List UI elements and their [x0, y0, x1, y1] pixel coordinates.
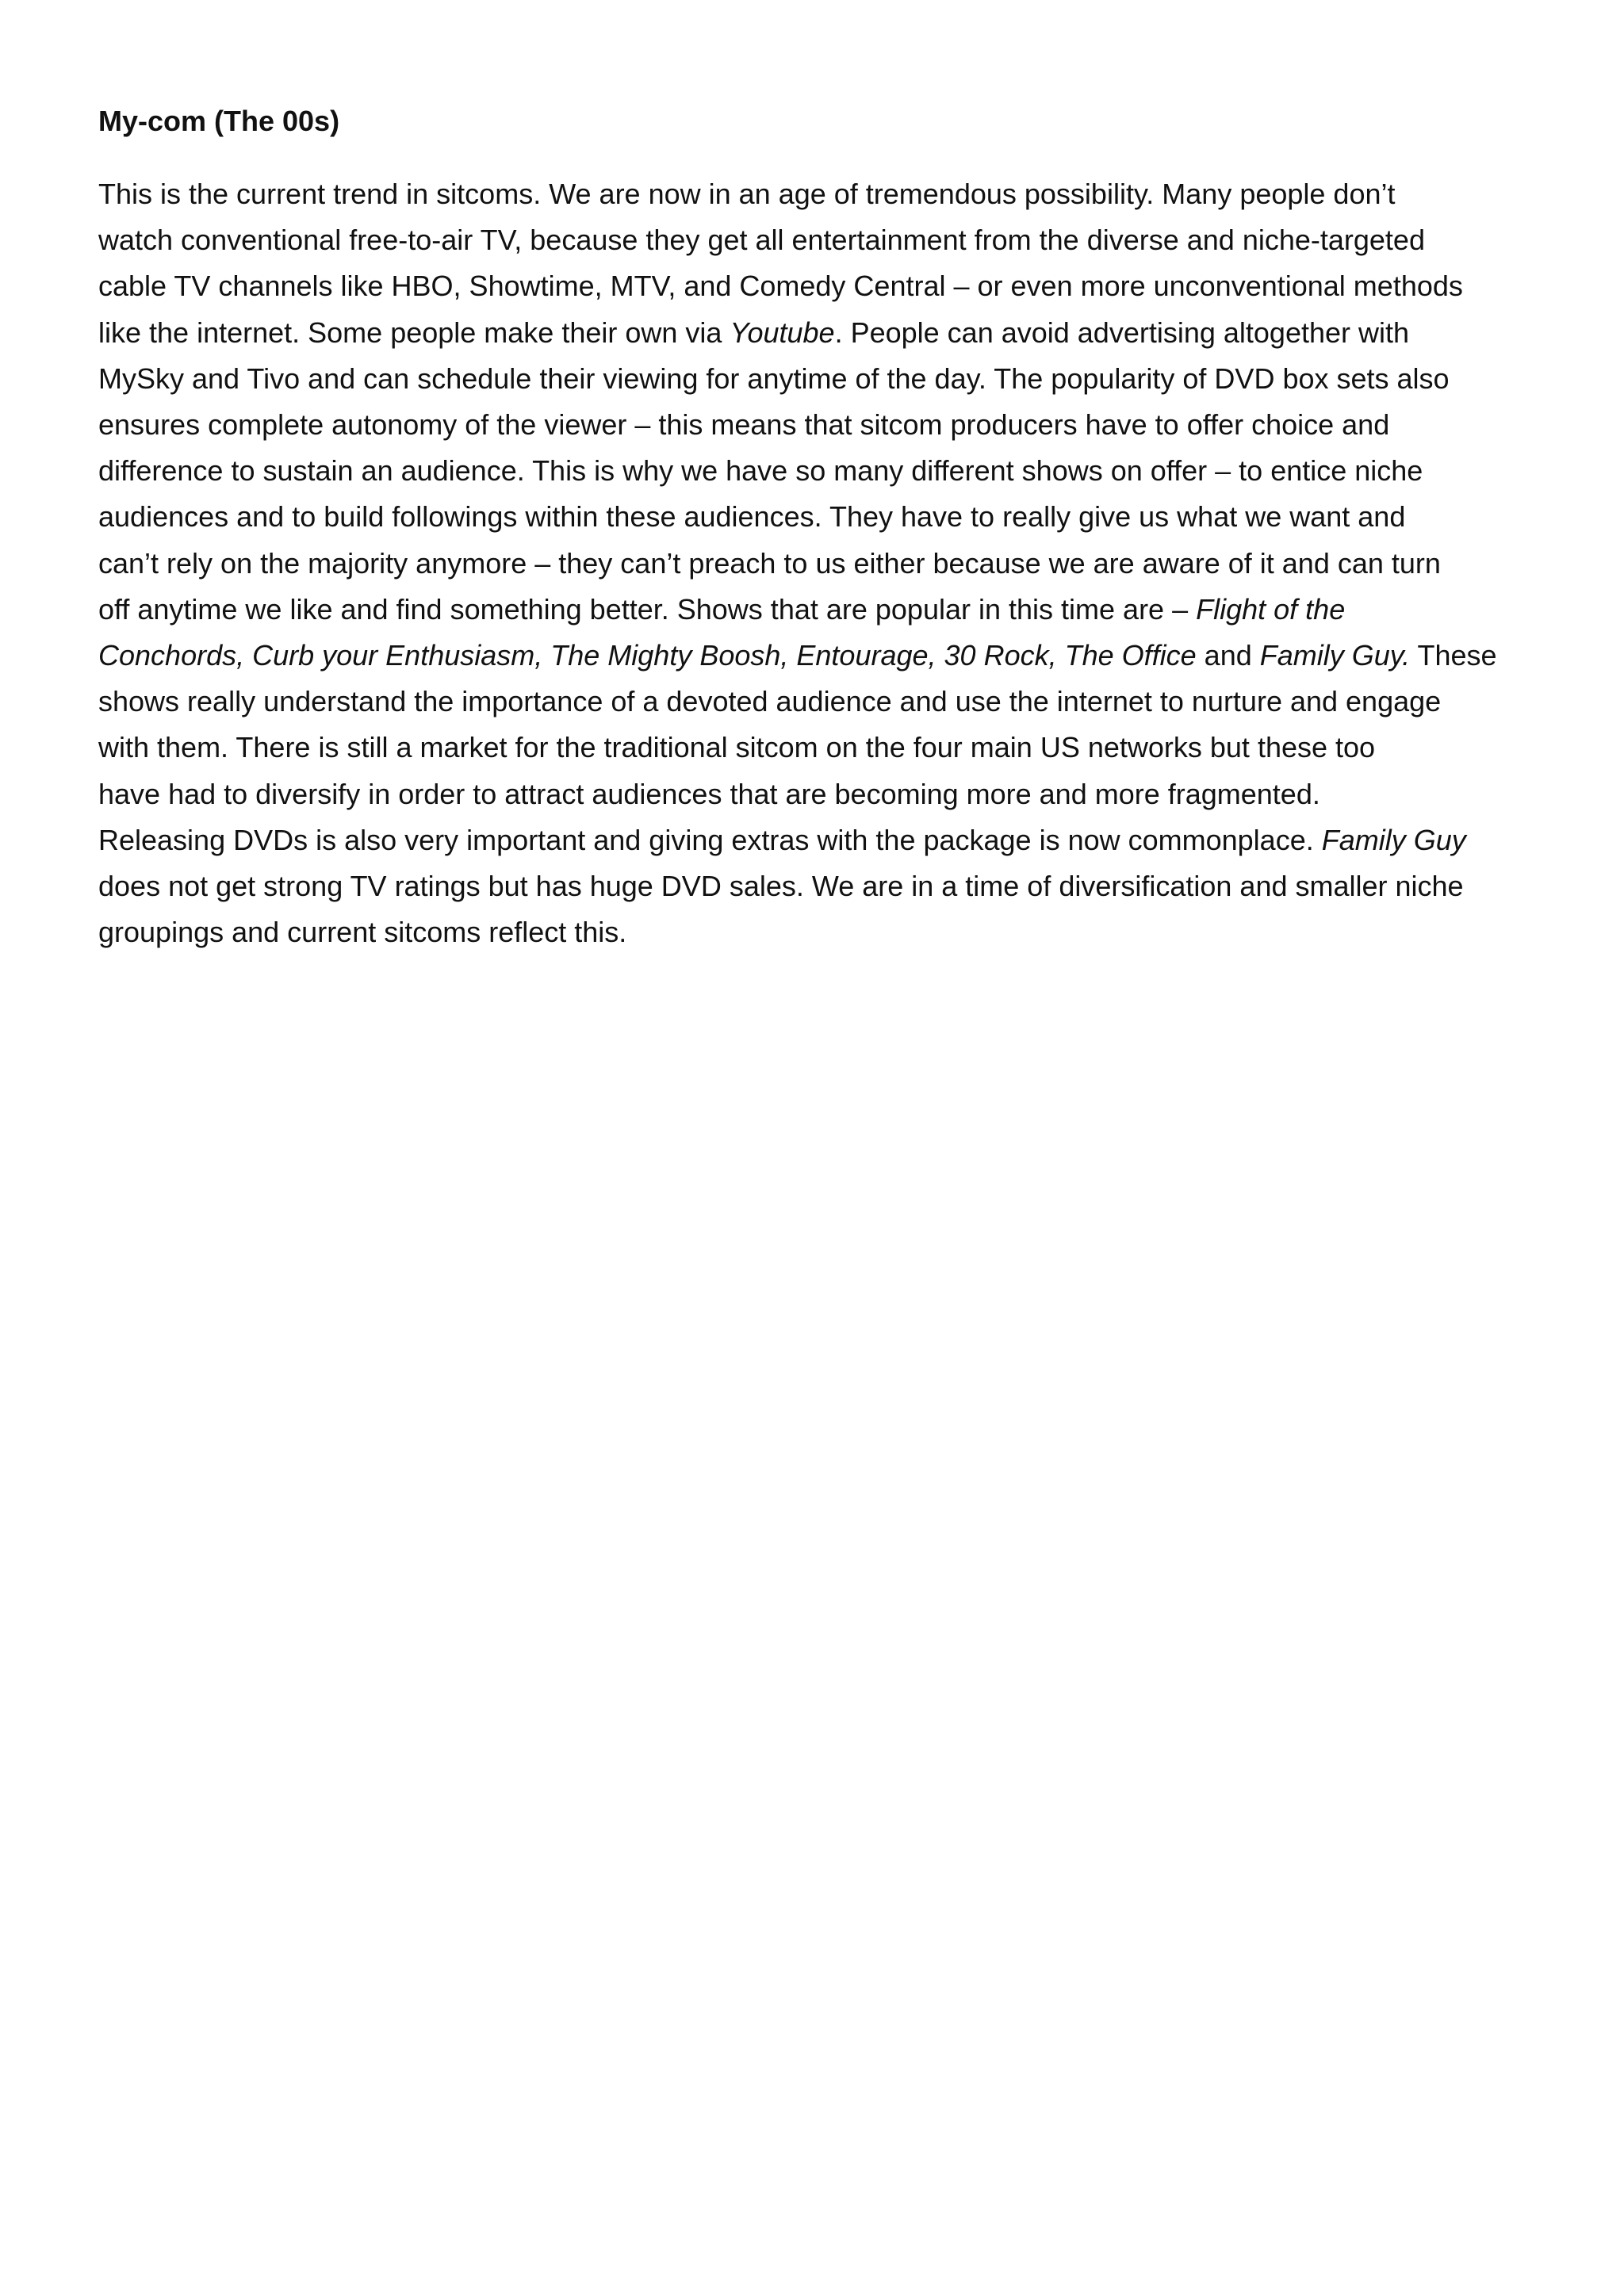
paragraph-line-5: MySky and Tivo and can schedule their viewing for anytime of the day. The popularity of DVD box sets also — [98, 362, 1450, 395]
paragraph-line-12: shows really understand the importance of a devoted audience and use the internet to nurture and engage — [98, 685, 1442, 718]
paragraph-line-17: groupings and current sitcoms reflect this. — [98, 916, 627, 949]
paragraph-line-1: This is the current trend in sitcoms. We are now in an age of tremendous possibility. Many people don’t — [98, 178, 1396, 210]
show-titles-list: Conchords, Curb your Enthusiasm, The Mighty Boosh, Entourage, 30 Rock, The Office — [98, 639, 1197, 672]
body-paragraph — [98, 171, 1534, 955]
paragraph-line-3: cable TV channels like HBO, Showtime, MTV, and Comedy Central – or even more unconventional methods — [98, 270, 1463, 303]
paragraph-line-15 — [98, 817, 1534, 863]
paragraph-line-4 — [98, 310, 1534, 356]
line-15-text: Releasing DVDs is also very important and giving extras with the package is now commonplace. — [98, 823, 1322, 856]
document-content — [98, 98, 1534, 955]
paragraph-line-7: difference to sustain an audience. This is why we have so many different shows on offer – to entice niche — [98, 454, 1423, 488]
paragraph-line-13: with them. There is still a market for the traditional sitcom on the four main US networks but these too — [98, 731, 1376, 764]
line-10-text: off anytime we like and find something better. Shows that are popular in this time are – — [98, 592, 1197, 626]
paragraph-line-11 — [98, 633, 1534, 679]
section-heading: My-com (The 00s) — [98, 105, 340, 137]
paragraph-line-10 — [98, 587, 1534, 633]
paragraph-line-8: audiences and to build followings within these audiences. They have to really give us what we want and — [98, 500, 1406, 534]
line-4-text-end: . People can avoid advertising altogether with — [834, 316, 1410, 349]
show-title-flight-of-the: Flight of the — [1196, 592, 1346, 626]
line-11-text-end: These — [1410, 639, 1497, 672]
show-title-family-guy-2: Family Guy — [1321, 823, 1466, 856]
show-title-family-guy: Family Guy. — [1259, 639, 1411, 672]
youtube-title: Youtube — [730, 316, 835, 349]
line-4-text-start: like the internet. Some people make their own via — [98, 316, 730, 349]
paragraph-line-9: can’t rely on the majority anymore – they can’t preach to us either because we are aware of it and can turn — [98, 546, 1441, 580]
paragraph-line-2: watch conventional free-to-air TV, because they get all entertainment from the diverse and niche-targeted — [98, 224, 1425, 257]
paragraph-line-16: does not get strong TV ratings but has huge DVD sales. We are in a time of diversification and smaller niche — [98, 870, 1464, 903]
paragraph-line-14: have had to diversify in order to attract audiences that are becoming more and more fragmented. — [98, 777, 1320, 810]
paragraph-line-6: ensures complete autonomy of the viewer – this means that sitcom producers have to offer choice and — [98, 408, 1390, 442]
line-11-and: and — [1196, 639, 1260, 672]
